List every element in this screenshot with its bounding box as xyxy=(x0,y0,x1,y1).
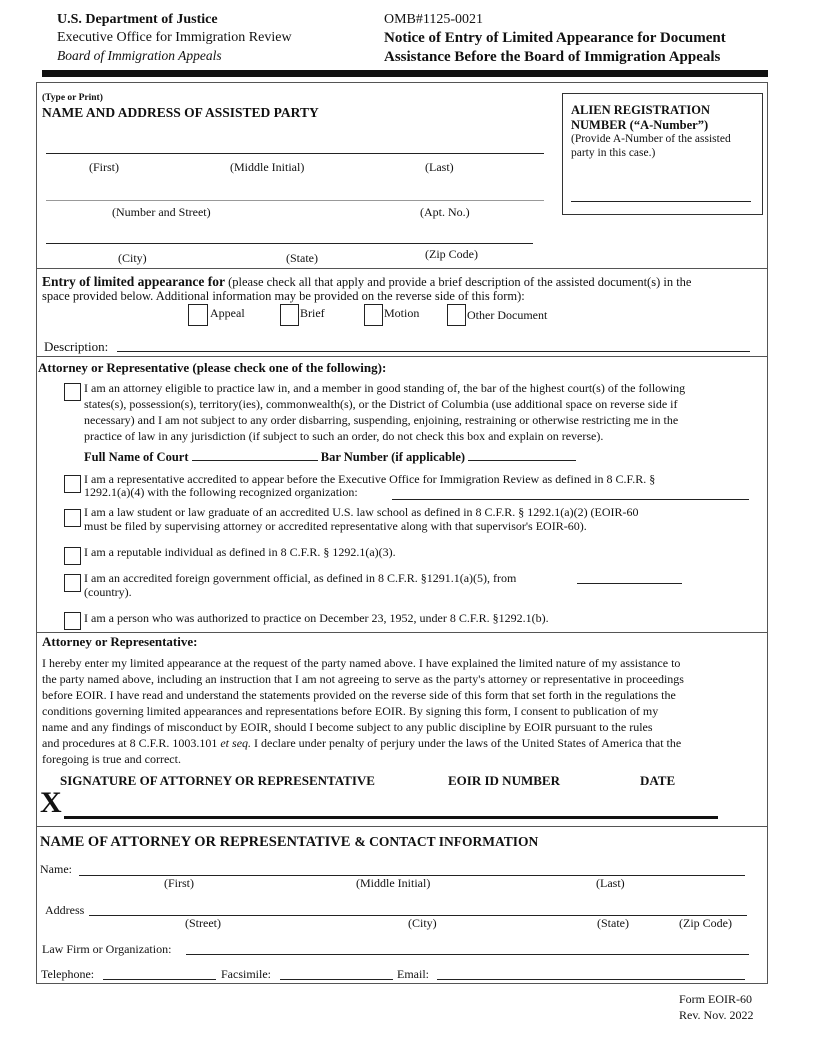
contact-middle-label: (Middle Initial) xyxy=(356,876,431,890)
a-number-title-2: NUMBER (“A-Number”) xyxy=(571,118,709,132)
motion-label: Motion xyxy=(384,306,420,320)
reputable-individual-checkbox[interactable] xyxy=(64,547,81,565)
pre-1952-text: I am a person who was authorized to practice on December 23, 1952, under 8 C.F.R. §1292.1(b). xyxy=(84,611,549,625)
form-title-line1: Notice of Entry of Limited Appearance for Document xyxy=(384,30,726,46)
contact-address-label: Address xyxy=(45,903,85,917)
declaration-heading: Attorney or Representative: xyxy=(42,634,198,649)
attorney-text-line2: states(s), possession(s), territory(ies), commonwealth(s), or the District of Columbia (use additional space on reverse side if xyxy=(84,397,678,411)
other-document-label: Other Document xyxy=(467,308,548,322)
law-student-text-1: I am a law student or law graduate of an accredited U.S. law school as defined in 8 C.F.R. § 1292.1(a)(2) (EOIR-60 xyxy=(84,505,639,519)
omb-number: OMB#1125-0021 xyxy=(384,12,484,27)
facsimile-input[interactable] xyxy=(280,979,393,980)
declaration-line1: I hereby enter my limited appearance at the request of the party named above. I have explained the limited nature of my assistance to xyxy=(42,656,681,670)
party-city-line[interactable] xyxy=(46,243,533,244)
brief-checkbox[interactable] xyxy=(280,304,299,326)
divider-entry xyxy=(36,268,767,269)
revision-date: Rev. Nov. 2022 xyxy=(679,1008,754,1022)
a-number-title-1: ALIEN REGISTRATION xyxy=(571,103,711,117)
description-input-line[interactable] xyxy=(117,351,750,352)
form-number: Form EOIR-60 xyxy=(679,992,752,1006)
signature-x-mark: X xyxy=(40,786,62,819)
contact-heading-a: NAME OF ATTORNEY OR REPRESENTATIVE xyxy=(40,834,351,850)
party-state-label: (State) xyxy=(286,251,318,265)
divider-declaration xyxy=(36,632,767,633)
party-zip-label: (Zip Code) xyxy=(425,247,478,261)
appeal-checkbox[interactable] xyxy=(188,304,208,326)
a-number-input-line[interactable] xyxy=(571,201,751,202)
accredited-rep-text-1: I am a representative accredited to appear before the Executive Office for Immigration Review as defined in 8 C.F.R. § xyxy=(84,472,656,486)
telephone-label: Telephone: xyxy=(41,967,95,981)
signature-label: SIGNATURE OF ATTORNEY OR REPRESENTATIVE xyxy=(60,773,375,788)
entry-instructions-1: (please check all that apply and provide a brief description of the assisted document(s) in the xyxy=(228,275,692,289)
party-last-label: (Last) xyxy=(425,160,454,174)
law-firm-input[interactable] xyxy=(186,954,749,955)
court-label: Full Name of Court xyxy=(84,450,189,464)
brief-label: Brief xyxy=(300,306,325,320)
attorney-choice-heading: Attorney or Representative (please check one of the following): xyxy=(38,360,387,375)
party-name-line[interactable] xyxy=(46,153,544,154)
declaration-line6-a: and procedures at 8 C.F.R. 1003.101 xyxy=(42,736,218,750)
declaration-line7: foregoing is true and correct. xyxy=(42,752,181,766)
bar-number-input[interactable] xyxy=(468,450,576,461)
form-title-line2: Assistance Before the Board of Immigration Appeals xyxy=(384,49,721,65)
contact-city-label: (City) xyxy=(408,916,437,930)
contact-street-label: (Street) xyxy=(185,916,221,930)
foreign-official-checkbox[interactable] xyxy=(64,574,81,592)
foreign-official-text-2: (country). xyxy=(84,585,132,599)
contact-zip-label: (Zip Code) xyxy=(679,916,732,930)
date-label: DATE xyxy=(640,773,676,788)
email-label: Email: xyxy=(397,967,429,981)
contact-heading-b: & CONTACT INFORMATION xyxy=(354,834,539,849)
contact-heading xyxy=(40,833,538,851)
reputable-individual-text: I am a reputable individual as defined in 8 C.F.R. § 1292.1(a)(3). xyxy=(84,545,396,559)
law-student-checkbox[interactable] xyxy=(64,509,81,527)
law-student-text-2: must be filed by supervising attorney or accredited representative along with that supervisor's EOIR-60). xyxy=(84,519,587,533)
declaration-line2: the party named above, including an instruction that I am not agreeing to serve as the party's attorney or representative in proceedings xyxy=(42,672,684,686)
declaration-line3: before EOIR. I have read and understand the statements provided on the reverse side of this form that set forth in the regulations the xyxy=(42,688,676,702)
entry-instructions-2: space provided below. Additional information may be provided on the reverse side of this form): xyxy=(42,289,525,303)
attorney-text-line1: I am an attorney eligible to practice law in, and a member in good standing of, the bar of the highest court(s) of the following xyxy=(84,381,686,395)
declaration-text xyxy=(42,655,757,767)
office-name: Executive Office for Immigration Review xyxy=(57,30,292,45)
other-document-checkbox[interactable] xyxy=(447,304,466,326)
party-apt-label: (Apt. No.) xyxy=(420,205,470,219)
description-label: Description: xyxy=(44,339,109,354)
declaration-line4: conditions governing limited appearances and representations before EOIR. By signing this form, I consent to publication of my xyxy=(42,704,659,718)
court-name-input[interactable] xyxy=(192,450,318,461)
attorney-text-line3: necessary) and I am not subject to any order disbarring, suspending, enjoining, restraining or otherwise restricting me in the xyxy=(84,413,679,427)
board-name: Board of Immigration Appeals xyxy=(57,48,222,63)
bar-number-label: Bar Number (if applicable) xyxy=(320,450,466,464)
foreign-official-text-1: I am an accredited foreign government official, as defined in 8 C.F.R. §1291.1(a)(5), from xyxy=(84,571,517,585)
accredited-rep-text-2: 1292.1(a)(4) with the following recognized organization: xyxy=(84,485,358,499)
signature-line[interactable] xyxy=(64,816,718,819)
email-input[interactable] xyxy=(437,979,745,980)
entry-lead: Entry of limited appearance for xyxy=(42,274,225,289)
organization-input-line[interactable] xyxy=(392,499,749,500)
pre-1952-checkbox[interactable] xyxy=(64,612,81,630)
contact-state-label: (State) xyxy=(597,916,629,930)
a-number-note-1: (Provide A-Number of the assisted xyxy=(571,133,731,145)
party-middle-label: (Middle Initial) xyxy=(230,160,305,174)
divider-attorney xyxy=(36,356,767,357)
a-number-note-2: party in this case.) xyxy=(571,147,656,159)
eoir-id-label: EOIR ID NUMBER xyxy=(448,773,560,788)
party-first-label: (First) xyxy=(89,160,119,174)
contact-last-label: (Last) xyxy=(596,876,625,890)
party-city-label: (City) xyxy=(118,251,147,265)
type-or-print-note: (Type or Print) xyxy=(42,93,103,103)
divider-contact xyxy=(36,826,767,827)
party-street-line[interactable] xyxy=(46,200,544,201)
declaration-line6-b: I declare under penalty of perjury under the laws of the United States of America that the xyxy=(254,736,682,750)
attorney-option-text xyxy=(84,380,685,444)
assisted-party-heading: NAME AND ADDRESS OF ASSISTED PARTY xyxy=(42,105,319,120)
country-input-line[interactable] xyxy=(577,583,682,584)
law-firm-label: Law Firm or Organization: xyxy=(42,942,172,956)
contact-first-label: (First) xyxy=(164,876,194,890)
declaration-et-seq: et seq. xyxy=(220,736,252,750)
accredited-rep-checkbox[interactable] xyxy=(64,475,81,493)
facsimile-label: Facsimile: xyxy=(221,967,271,981)
contact-name-label: Name: xyxy=(40,862,72,876)
declaration-line5: name and any findings of misconduct by EOIR, should I become subject to any public discipline by EOIR pursuant to the rules xyxy=(42,720,653,734)
attorney-text-line4: practice of law in any jurisdiction (if subject to such an order, do not check this box and explain on reverse). xyxy=(84,429,604,443)
party-street-label: (Number and Street) xyxy=(112,205,211,219)
declaration-line6 xyxy=(42,735,757,751)
attorney-checkbox[interactable] xyxy=(64,383,81,401)
motion-checkbox[interactable] xyxy=(364,304,383,326)
header-rule xyxy=(42,70,768,77)
appeal-label: Appeal xyxy=(210,306,245,320)
entry-text-line1 xyxy=(42,274,691,290)
telephone-input[interactable] xyxy=(103,979,216,980)
department-name: U.S. Department of Justice xyxy=(57,12,218,27)
court-bar-row xyxy=(84,450,576,465)
